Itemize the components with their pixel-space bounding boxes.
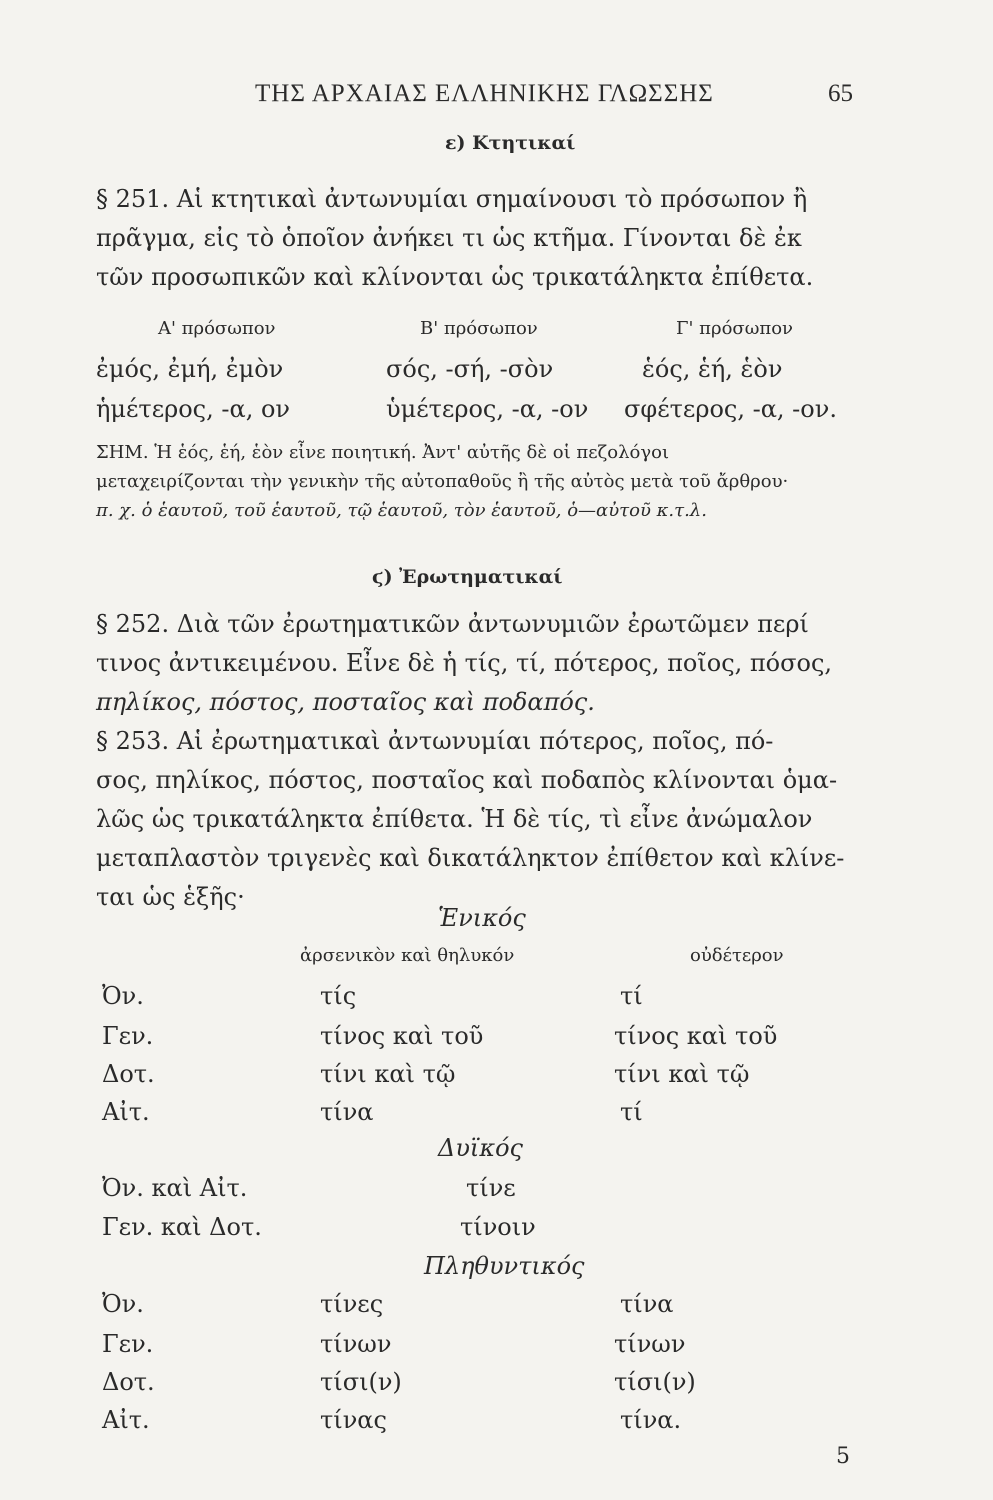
text-line: ται ὡς ἑξῆς· xyxy=(96,883,245,911)
case-label: Δοτ. xyxy=(102,1368,155,1396)
page-number: 65 xyxy=(828,80,853,107)
form-masc-fem: τίνων xyxy=(320,1330,392,1358)
case-label: Αἰτ. xyxy=(102,1406,150,1434)
form-masc-fem: τίνες xyxy=(320,1290,384,1318)
text-line: τῶν προσωπικῶν καὶ κλίνονται ὡς τρικατάληκτα ἐπίθετα. xyxy=(96,263,814,291)
case-label: Ὀν. xyxy=(102,982,144,1010)
person-2-header: Β' πρόσωπον xyxy=(420,318,538,339)
case-label: Δοτ. xyxy=(102,1060,155,1088)
case-label: Γεν. xyxy=(102,1330,154,1358)
running-header: ΤΗΣ ΑΡΧΑΙΑΣ ΕΛΛΗΝΙΚΗΣ ΓΛΩΣΣΗΣ xyxy=(255,80,714,107)
text-line: § 252. Διὰ τῶν ἐρωτηματικῶν ἀντωνυμιῶν ἐρωτῶμεν περί xyxy=(96,610,809,638)
pronoun-form: σός, -σή, -σὸν xyxy=(386,355,554,383)
form-neuter: τίνα xyxy=(620,1290,674,1318)
note-line: ΣΗΜ. Ἡ ἑός, ἑή, ἑὸν εἶνε ποιητική. Ἀντ' αὐτῆς δὲ οἱ πεζολόγοι xyxy=(96,442,670,463)
singular-title: Ἑνικός xyxy=(438,904,526,932)
section-heading-possessive: ε) Κτητικαί xyxy=(445,132,576,154)
column-header-neuter: οὐδέτερον xyxy=(690,945,784,966)
paragraph-252 xyxy=(96,605,832,722)
form-masc-fem: τίνος καὶ τοῦ xyxy=(320,1022,484,1050)
text-line: σος, πηλίκος, πόστος, ποσταῖος καὶ ποδαπὸς κλίνονται ὁμα- xyxy=(96,766,838,794)
text-line: § 251. Αἱ κτητικαὶ ἀντωνυμίαι σημαίνουσι τὸ πρόσωπον ἢ xyxy=(96,185,808,213)
form-neuter: τίνι καὶ τῷ xyxy=(614,1060,750,1088)
form-neuter: τίνων xyxy=(614,1330,686,1358)
case-label: Γεν. xyxy=(102,1022,154,1050)
case-label: Ὀν. xyxy=(102,1290,144,1318)
form-masc-fem: τίνας xyxy=(320,1406,387,1434)
text-line: πηλίκος, πόστος, ποσταῖος καὶ ποδαπός. xyxy=(96,688,595,716)
form-masc-fem: τίσι(ν) xyxy=(320,1368,402,1396)
form-neuter: τί xyxy=(620,982,643,1010)
case-label: Αἰτ. xyxy=(102,1098,150,1126)
dual-title: Δυϊκός xyxy=(438,1134,523,1162)
form-masc-fem: τίνα xyxy=(320,1098,374,1126)
pronoun-form: ἑός, ἑή, ἑὸν xyxy=(642,355,783,383)
text-line: § 253. Αἱ ἐρωτηματικαὶ ἀντωνυμίαι πότερος, ποῖος, πό- xyxy=(96,727,774,755)
text-line: λῶς ὡς τρικατάληκτα ἐπίθετα. Ἡ δὲ τίς, τὶ εἶνε ἀνώμαλον xyxy=(96,805,813,833)
form-neuter: τίνα. xyxy=(620,1406,682,1434)
pronoun-form: ἡμέτερος, -α, ον xyxy=(96,395,290,423)
column-header-masc-fem: ἀρσενικὸν καὶ θηλυκόν xyxy=(300,945,515,966)
plural-title: Πληθυντικός xyxy=(424,1252,585,1280)
pronoun-form: σφέτερος, -α, -ον. xyxy=(624,395,837,423)
signature-mark: 5 xyxy=(836,1444,850,1469)
person-3-header: Γ' πρόσωπον xyxy=(676,318,793,339)
note-line: μεταχειρίζονται τὴν γενικὴν τῆς αὐτοπαθοῦς ἢ τῆς αὐτὸς μετὰ τοῦ ἄρθρου· xyxy=(96,471,789,492)
note-line: π. χ. ὁ ἑαυτοῦ, τοῦ ἑαυτοῦ, τῷ ἑαυτοῦ, τὸν ἑαυτοῦ, ὁ—αὐτοῦ κ.τ.λ. xyxy=(96,500,707,521)
paragraph-251 xyxy=(96,180,813,297)
form-neuter: τίσι(ν) xyxy=(614,1368,696,1396)
note-block xyxy=(96,438,788,525)
form-masc-fem: τίνι καὶ τῷ xyxy=(320,1060,456,1088)
case-label: Γεν. καὶ Δοτ. xyxy=(102,1213,262,1241)
form-neuter: τίνος καὶ τοῦ xyxy=(614,1022,778,1050)
section-heading-interrogative: ϛ) Ἐρωτηματικαί xyxy=(372,566,563,588)
paragraph-253 xyxy=(96,722,844,917)
text-line: πρᾶγμα, εἰς τὸ ὁποῖον ἀνήκει τι ὡς κτῆμα. Γίνονται δὲ ἐκ xyxy=(96,224,802,252)
form-neuter: τί xyxy=(620,1098,643,1126)
text-line: τινος ἀντικειμένου. Εἶνε δὲ ἡ τίς, τί, πότερος, ποῖος, πόσος, xyxy=(96,649,833,677)
case-label: Ὀν. καὶ Αἰτ. xyxy=(102,1174,248,1202)
pronoun-form: ἐμός, ἐμή, ἐμὸν xyxy=(96,355,284,383)
pronoun-form: ὑμέτερος, -α, -ον xyxy=(386,395,589,423)
dual-form: τίνοιν xyxy=(460,1213,536,1241)
dual-form: τίνε xyxy=(466,1174,516,1202)
text-line: μεταπλαστὸν τριγενὲς καὶ δικατάληκτον ἐπίθετον καὶ κλίνε- xyxy=(96,844,845,872)
person-1-header: Α' πρόσωπον xyxy=(158,318,276,339)
form-masc-fem: τίς xyxy=(320,982,357,1010)
